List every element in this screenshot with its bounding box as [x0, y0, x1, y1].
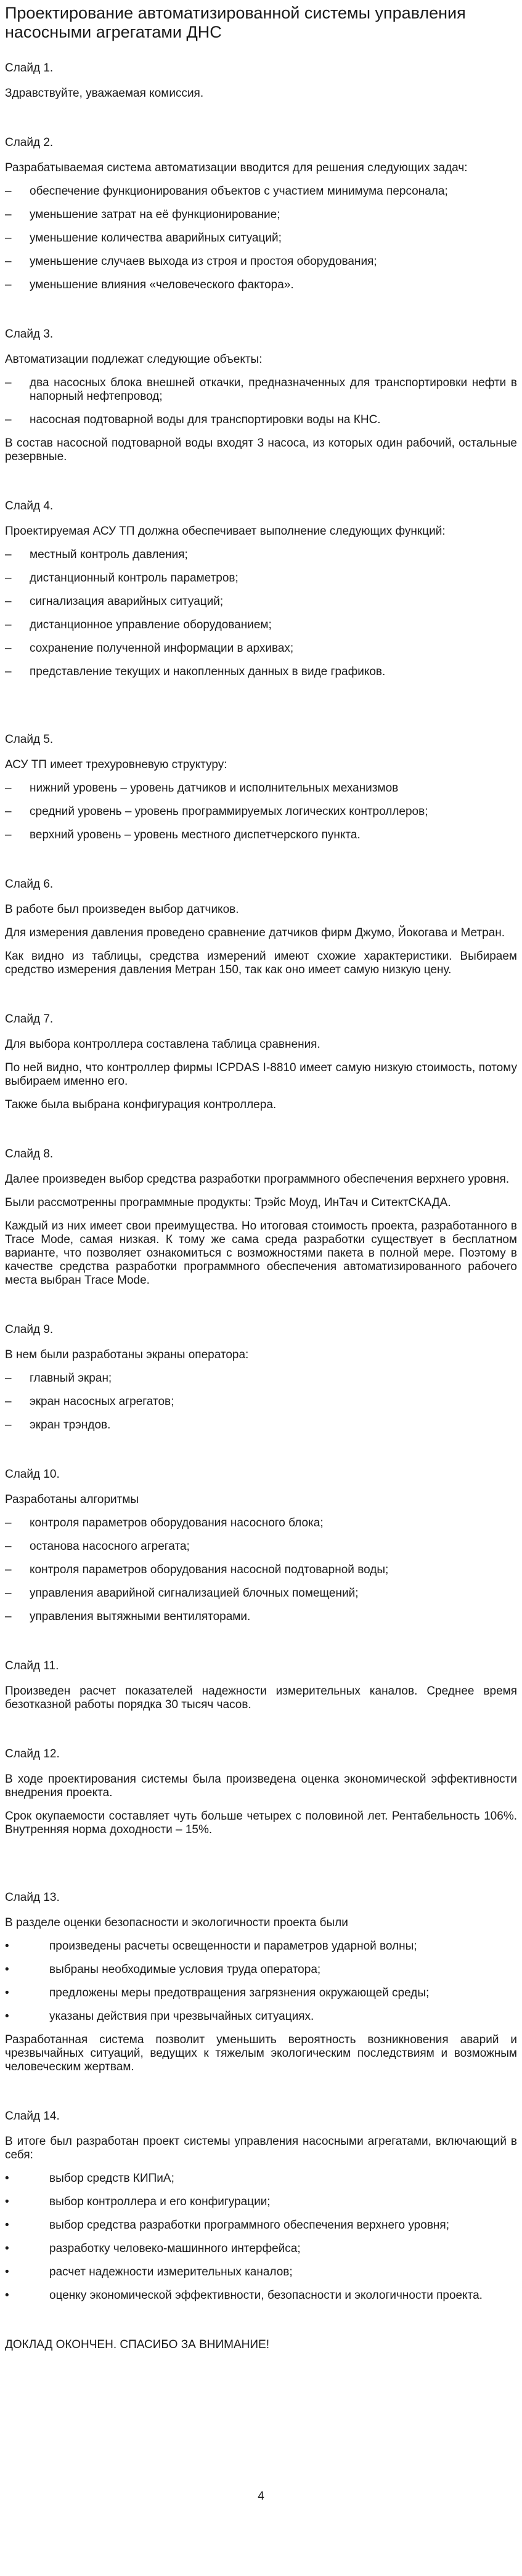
slide-5-text: АСУ ТП имеет трехуровневую структуру: — [5, 758, 227, 771]
slide-8-text: Были рассмотренны программные продукты: Трэйс Моуд, ИнТач и СитектСКАДА. — [5, 1196, 451, 1209]
slide-5-heading: Слайд 5. — [5, 733, 54, 746]
slide-9-text: В нем были разработаны экраны оператора: — [5, 1348, 249, 1361]
list-item: – уменьшение затрат на её функционирование; — [5, 208, 280, 221]
slide-13-heading: Слайд 13. — [5, 1891, 60, 1904]
list-item: • предложены меры предотвращения загрязнения окружающей среды; — [5, 1987, 430, 1999]
slide-3-text: Автоматизации подлежат следующие объекты: — [5, 353, 263, 366]
slide-2-text: Разрабатываемая система автоматизации вводится для решения следующих задач: — [5, 161, 468, 174]
slide-7-heading: Слайд 7. — [5, 1013, 54, 1026]
slide-10-heading: Слайд 10. — [5, 1468, 60, 1481]
list-item: • оценку экономической эффективности, безопасности и экологичности проекта. — [5, 2289, 483, 2302]
slide-13-text: Разработанная система позволит уменьшить вероятность возникновения аварий и чрезвычайных ситуаций, ведущих к тяжелым экологическим последствиям и возможным человеческим жертвам. — [5, 2033, 517, 2073]
list-item: – средний уровень – уровень программируемых логических контроллеров; — [5, 805, 428, 818]
slide-7-text: Также была выбрана конфигурация контроллера. — [5, 1098, 277, 1111]
list-item: • выбраны необходимые условия труда оператора; — [5, 1963, 321, 1976]
list-item: – сохранение полученной информации в архивах; — [5, 642, 294, 655]
slide-11-heading: Слайд 11. — [5, 1659, 59, 1672]
slide-7-text: Для выбора контроллера составлена таблица сравнения. — [5, 1038, 320, 1051]
list-item: – представление текущих и накопленных данных в виде графиков. — [5, 665, 386, 678]
slide-8-text: Далее произведен выбор средства разработки программного обеспечения верхнего уровня. — [5, 1173, 510, 1186]
slide-11-text: Произведен расчет показателей надежности измерительных каналов. Среднее время безотказной работы порядка 30 тысяч часов. — [5, 1685, 517, 1711]
slide-12-heading: Слайд 12. — [5, 1748, 60, 1760]
slide-1-text: Здравствуйте, уважаемая комиссия. — [5, 87, 204, 100]
list-item: – сигнализация аварийных ситуаций; — [5, 595, 224, 608]
list-item: • расчет надежности измерительных каналов; — [5, 2266, 293, 2278]
list-item: – главный экран; — [5, 1372, 112, 1385]
list-item: – уменьшение количества аварийных ситуаций; — [5, 232, 282, 245]
list-item: • разработку человеко-машинного интерфейса; — [5, 2242, 301, 2255]
list-item: – экран насосных агрегатов; — [5, 1395, 174, 1408]
list-item: – уменьшение случаев выхода из строя и простоя оборудования; — [5, 255, 377, 268]
slide-6-text: Как видно из таблицы, средства измерений имеют схожие характеристики. Выбираем средство измерения давления Метран 150, так как оно имеет самую низкую цену. — [5, 950, 517, 976]
slide-3-text: В состав насосной подтоварной воды входят 3 насоса, из которых один рабочий, остальные резервные. — [5, 437, 517, 463]
slide-7-text: По ней видно, что контроллер фирмы ICPDAS I-8810 имеет самую низкую стоимость, потому выбираем именно его. — [5, 1061, 517, 1088]
slide-8-text: Каждый из них имеет свои преимущества. Но итоговая стоимость проекта, разработанного в Trace Mode, самая низкая. К тому же сама среда разработки существует в бесплатном варианте, что позволяет ознакомиться с возможностями пакета в полной мере. Поэтому в качестве средства разработки программного обеспечения автоматизированного рабочего места выбран Trace Mode. — [5, 1220, 517, 1287]
list-item: – дистанционный контроль параметров; — [5, 572, 239, 585]
page-number: 4 — [258, 2490, 264, 2503]
closing-text: ДОКЛАД ОКОНЧЕН. СПАСИБО ЗА ВНИМАНИЕ! — [5, 2338, 270, 2351]
list-item: • выбор контроллера и его конфигурации; — [5, 2195, 271, 2208]
slide-6-text: Для измерения давления проведено сравнение датчиков фирм Джумо, Йокогава и Метран. — [5, 926, 505, 939]
list-item: – останова насосного агрегата; — [5, 1540, 190, 1553]
slide-8-heading: Слайд 8. — [5, 1148, 54, 1160]
list-item: • произведены расчеты освещенности и параметров ударной волны; — [5, 1940, 417, 1953]
slide-4-text: Проектируемая АСУ ТП должна обеспечивает выполнение следующих функций: — [5, 525, 446, 538]
list-item: • выбор средства разработки программного обеспечения верхнего уровня; — [5, 2219, 449, 2232]
list-item: – контроля параметров оборудования насосного блока; — [5, 1517, 324, 1529]
slide-14-heading: Слайд 14. — [5, 2110, 60, 2123]
document-title: Проектирование автоматизированной системы управления насосными агрегатами ДНС — [5, 4, 466, 41]
list-item: – обеспечение функционирования объектов с участием минимума персонала; — [5, 185, 448, 198]
slide-12-text: В ходе проектирования системы была произведена оценка экономической эффективности внедрения проекта. — [5, 1773, 517, 1799]
slide-6-heading: Слайд 6. — [5, 878, 54, 891]
list-item: – управления аварийной сигнализацией блочных помещений; — [5, 1587, 359, 1600]
list-item: – дистанционное управление оборудованием; — [5, 618, 272, 631]
list-item: – контроля параметров оборудования насосной подтоварной воды; — [5, 1563, 389, 1576]
list-item: – нижний уровень – уровень датчиков и исполнительных механизмов — [5, 782, 399, 795]
list-item: • указаны действия при чрезвычайных ситуациях. — [5, 2010, 314, 2023]
list-item: – местный контроль давления; — [5, 548, 188, 561]
slide-12-text: Срок окупаемости составляет чуть больше четырех с половиной лет. Рентабельность 106%. Внутренняя норма доходности – 15%. — [5, 1810, 517, 1836]
list-item: – насосная подтоварной воды для транспортировки воды на КНС. — [5, 413, 381, 426]
slide-3-heading: Слайд 3. — [5, 328, 54, 341]
list-item: – уменьшение влияния «человеческого фактора». — [5, 278, 294, 291]
slide-9-heading: Слайд 9. — [5, 1323, 54, 1336]
slide-1-heading: Слайд 1. — [5, 62, 54, 75]
list-item: – верхний уровень – уровень местного диспетчерского пункта. — [5, 828, 361, 841]
list-item: – два насосных блока внешней откачки, предназначенных для транспортировки нефти в напорный нефтепровод; — [5, 376, 517, 403]
slide-13-text: В разделе оценки безопасности и экологичности проекта были — [5, 1916, 348, 1929]
slide-10-text: Разработаны алгоритмы — [5, 1493, 139, 1506]
list-item: – экран трэндов. — [5, 1419, 111, 1432]
slide-4-heading: Слайд 4. — [5, 500, 54, 512]
list-item: • выбор средств КИПиА; — [5, 2172, 174, 2185]
slide-2-heading: Слайд 2. — [5, 136, 54, 149]
slide-14-text: В итоге был разработан проект системы управления насосными агрегатами, включающий в себя: — [5, 2135, 517, 2161]
list-item: – управления вытяжными вентиляторами. — [5, 1610, 251, 1623]
slide-6-text: В работе был произведен выбор датчиков. — [5, 903, 239, 916]
